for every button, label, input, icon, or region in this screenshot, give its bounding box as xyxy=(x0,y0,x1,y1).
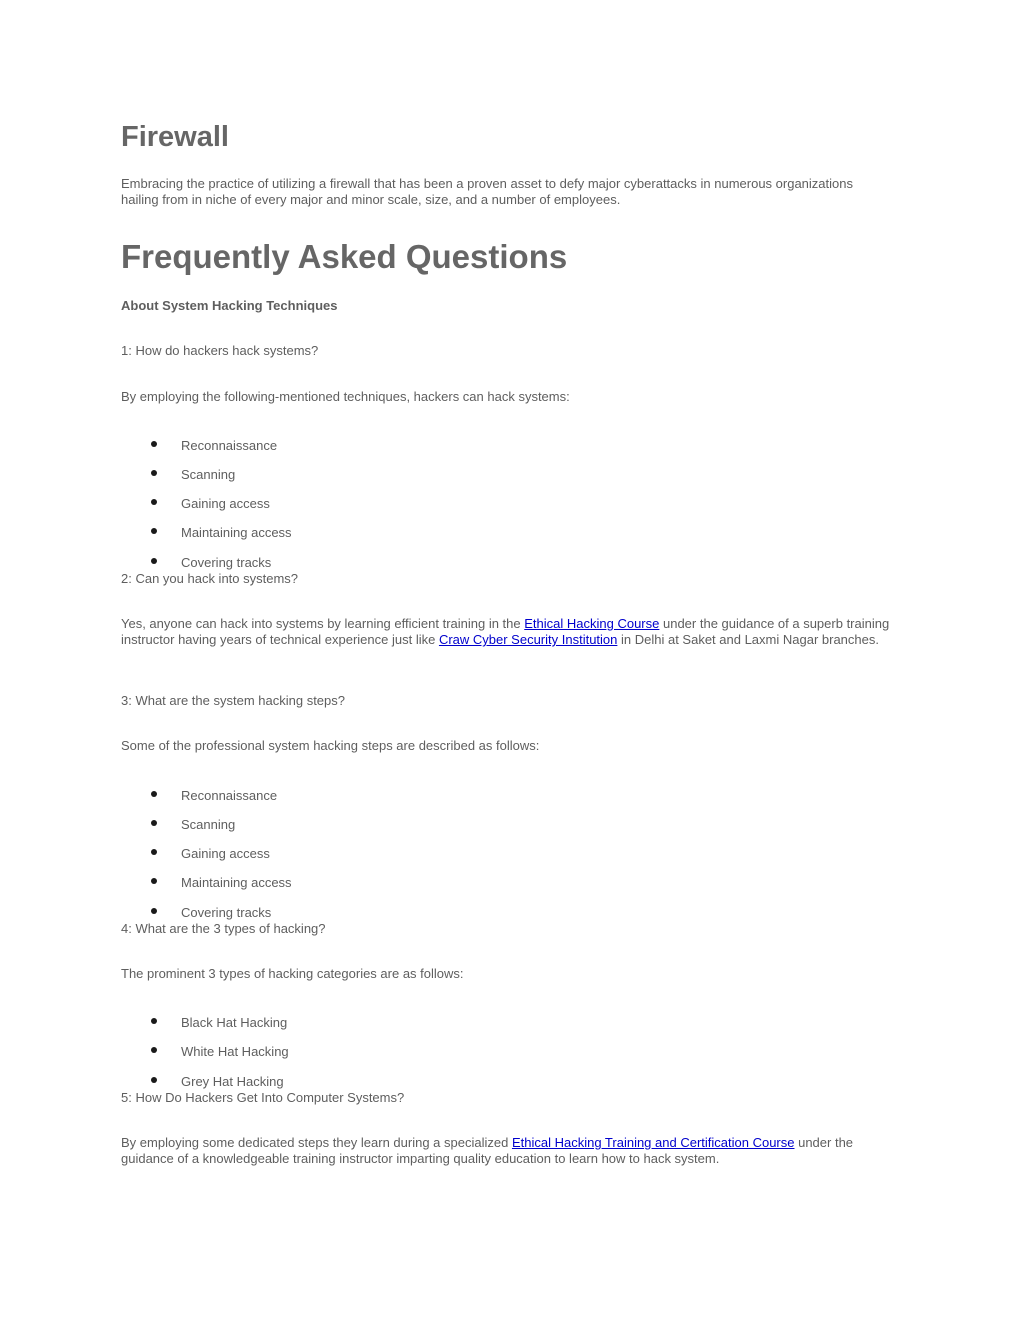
list-item-label: Scanning xyxy=(181,467,236,482)
bullet-icon xyxy=(151,878,157,884)
bullet-icon xyxy=(151,849,157,855)
bullet-icon xyxy=(151,791,157,797)
bullet-icon xyxy=(151,1077,157,1083)
list-item-label: Scanning xyxy=(181,817,236,832)
answer-1: By employing the following-mentioned techniques, hackers can hack systems: xyxy=(121,389,570,404)
list-item-label: Covering tracks xyxy=(181,555,272,570)
question-5: 5: How Do Hackers Get Into Computer Systems? xyxy=(121,1090,405,1105)
question-2: 2: Can you hack into systems? xyxy=(121,571,299,586)
question-3: 3: What are the system hacking steps? xyxy=(121,693,345,708)
answer-3: Some of the professional system hacking steps are described as follows: xyxy=(121,738,540,753)
question-1: 1: How do hackers hack systems? xyxy=(121,343,319,358)
bullet-icon xyxy=(151,441,157,447)
ethical-hacking-course-link[interactable]: Ethical Hacking Course xyxy=(524,616,660,631)
list-item-label: Reconnaissance xyxy=(181,438,278,453)
answer-2-text: in Delhi at Saket and Laxmi Nagar branches. xyxy=(617,632,879,647)
answer-4: The prominent 3 types of hacking categories are as follows: xyxy=(121,966,464,981)
answer-2 xyxy=(121,616,891,648)
answer-2-text: Yes, anyone can hack into systems by learning efficient training in the xyxy=(121,616,525,631)
list-item-label: Maintaining access xyxy=(181,875,292,890)
bullet-icon xyxy=(151,820,157,826)
faq-heading: Frequently Asked Questions xyxy=(121,238,568,275)
answer-5-text: under the guidance of a knowledgeable training instructor imparting quality education to learn how to hack system. xyxy=(121,1135,854,1166)
list-item-label: Reconnaissance xyxy=(181,788,278,803)
firewall-paragraph: Embracing the practice of utilizing a firewall that has been a proven asset to defy major cyberattacks in numerous organizations hailing from in niche of every major and minor scale, size, and a number of employees. xyxy=(121,176,853,207)
bullet-icon xyxy=(151,908,157,914)
bullet-icon xyxy=(151,499,157,505)
bullet-icon xyxy=(151,558,157,564)
bullet-icon xyxy=(151,528,157,534)
answer-5 xyxy=(121,1135,891,1167)
question-4: 4: What are the 3 types of hacking? xyxy=(121,921,326,936)
firewall-heading: Firewall xyxy=(121,121,229,153)
answer-2-text: under the guidance of a superb training instructor having years of technical experience just like xyxy=(121,616,890,647)
bullet-icon xyxy=(151,470,157,476)
list-item-label: Gaining access xyxy=(181,846,270,861)
list-item-label: Gaining access xyxy=(181,496,270,511)
ethical-hacking-training-link[interactable]: Ethical Hacking Training and Certification Course xyxy=(511,1135,795,1150)
answer-5-text: By employing some dedicated steps they learn during a specialized xyxy=(121,1135,512,1150)
list-item-label: Grey Hat Hacking xyxy=(181,1074,284,1089)
list-item-label: Maintaining access xyxy=(181,525,292,540)
list-item-label: Black Hat Hacking xyxy=(181,1015,288,1030)
craw-cyber-security-link[interactable]: Craw Cyber Security Institution xyxy=(438,632,618,647)
bullet-icon xyxy=(151,1047,157,1053)
list-item-label: Covering tracks xyxy=(181,905,272,920)
bullet-icon xyxy=(151,1018,157,1024)
faq-subheading: About System Hacking Techniques xyxy=(121,298,338,313)
list-item-label: White Hat Hacking xyxy=(181,1044,289,1059)
